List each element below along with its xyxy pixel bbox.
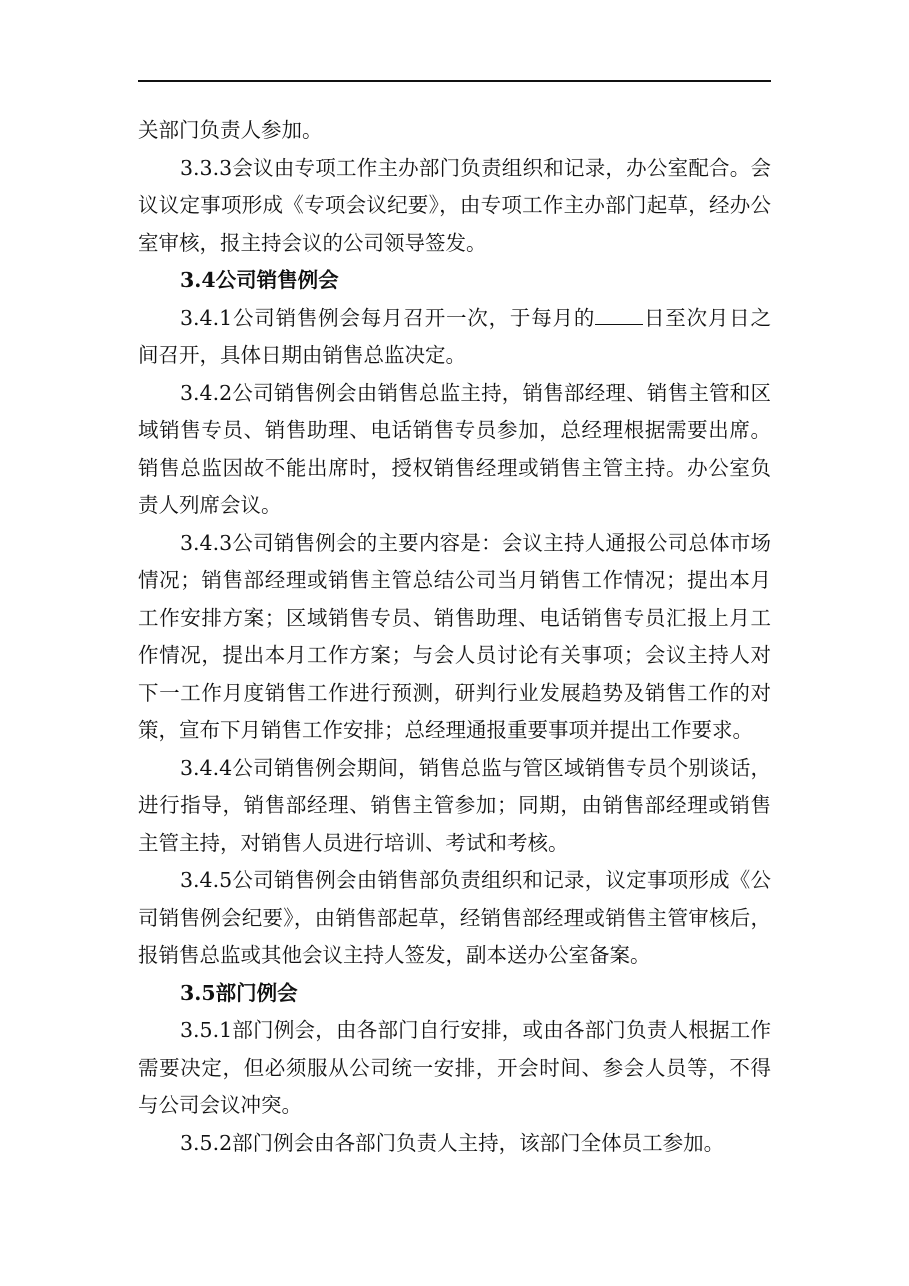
fill-in-blank bbox=[595, 306, 643, 325]
paragraph-3-4-2: 3.4.2公司销售例会由销售总监主持，销售部经理、销售主管和区域销售专员、销售助理、电话销售专员参加，总经理根据需要出席。销售总监因故不能出席时，授权销售经理或销售主管主持。办公室负责人列席会议。 bbox=[138, 380, 771, 517]
paragraph-3-4-5: 3.4.5公司销售例会由销售部负责组织和记录，议定事项形成《公司销售例会纪要》，由销售部起草，经销售部经理或销售主管审核后，报销售总监或其他会议主持人签发，副本送办公室备案。 bbox=[138, 868, 771, 967]
paragraph-3-4-3: 3.4.3公司销售例会的主要内容是：会议主持人通报公司总体市场情况；销售部经理或销售主管总结公司当月销售工作情况；提出本月工作安排方案；区域销售专员、销售助理、电话销售专员汇报上月工作情况，提出本月工作方案；与会人员讨论有关事项；会议主持人对下一工作月度销售工作进行预测，研判行业发展趋势及销售工作的对策，宣布下月销售工作安排；总经理通报重要事项并提出工作要求。 bbox=[138, 530, 771, 742]
paragraph-3-4-4: 3.4.4公司销售例会期间，销售总监与管区域销售专员个别谈话，进行指导，销售部经理、销售主管参加；同期，由销售部经理或销售主管主持，对销售人员进行培训、考试和考核。 bbox=[138, 755, 771, 855]
paragraph-3-4-1 bbox=[138, 300, 771, 375]
heading-3-5: 3.5部门例会 bbox=[180, 980, 298, 1005]
heading-3-4: 3.4公司销售例会 bbox=[180, 268, 339, 292]
paragraph-3-5-1: 3.5.1部门例会，由各部门自行安排，或由各部门负责人根据工作需要决定，但必须服从公司统一安排，开会时间、参会人员等，不得与公司会议冲突。 bbox=[138, 1018, 771, 1117]
paragraph-3-4-1-part1: 3.4.1公司销售例会每月召开一次，于每月的 bbox=[180, 305, 596, 330]
paragraph-3-4-1-part2: 日至次月日之间召开，具体日期由销售总监决定。 bbox=[138, 305, 771, 367]
document-body bbox=[138, 112, 771, 1162]
header-rule bbox=[138, 80, 771, 82]
paragraph-3-3-3: 3.3.3会议由专项工作主办部门负责组织和记录，办公室配合。会议议定事项形成《专项会议纪要》，由专项工作主办部门起草，经办公室审核，报主持会议的公司领导签发。 bbox=[138, 155, 771, 255]
paragraph-3-5-2: 3.5.2部门例会由各部门负责人主持，该部门全体员工参加。 bbox=[180, 1130, 725, 1155]
paragraph-continuation: 关部门负责人参加。 bbox=[138, 118, 323, 142]
